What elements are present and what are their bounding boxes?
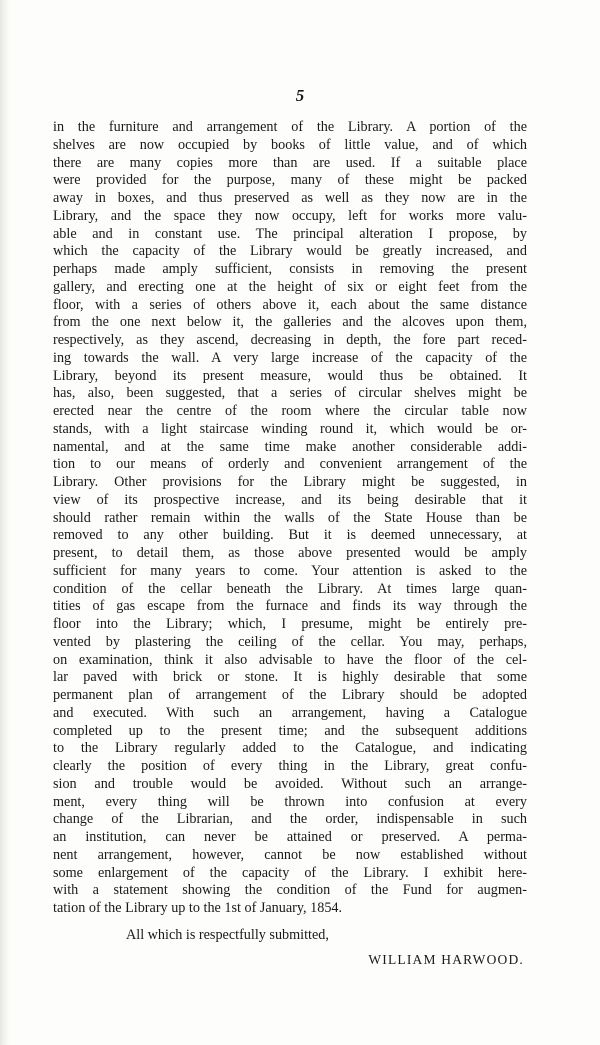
text-line: gallery, and erecting one at the height of six or eight feet from the	[53, 278, 527, 295]
text-line: sufficient for many years to come. Your attention is asked to the	[53, 562, 527, 579]
text-line: away in boxes, and thus preserved as well as they now are in the	[53, 190, 527, 206]
body-paragraph	[53, 119, 527, 918]
text-line: to the Library regularly added to the Catalogue, and indicating	[53, 740, 527, 757]
text-line: ment, every thing will be thrown into confusion at every	[53, 793, 527, 810]
text-line: shelves are now occupied by books of little value, and of which	[53, 136, 527, 153]
text-line: condition of the cellar beneath the Library. At times large quan-	[53, 580, 527, 597]
closing-line: All which is respectfully submitted,	[126, 927, 329, 943]
text-line: ing towards the wall. A very large increase of the capacity of the	[53, 349, 527, 366]
text-line: removed to any other building. But it is deemed unnecessary, at	[53, 527, 527, 544]
text-line: permanent plan of arrangement of the Library should be adopted	[53, 687, 527, 703]
text-line: were provided for the purpose, many of these might be packed	[53, 172, 527, 189]
text-line: Library, beyond its present measure, would thus be obtained. It	[53, 367, 527, 384]
text-line: Library. Other provisions for the Library might be suggested, in	[53, 474, 527, 490]
text-line: lar paved with brick or stone. It is highly desirable that some	[53, 669, 527, 686]
text-line: completed up to the present time; and the subsequent additions	[53, 722, 527, 739]
text-line: erected near the centre of the room where the circular table now	[53, 403, 527, 419]
text-line: stands, with a light staircase winding round it, which would be or-	[53, 420, 527, 437]
text-line: from the one next below it, the galleries and the alcoves upon them,	[53, 314, 527, 331]
text-line: has, also, been suggested, that a series of circular shelves might be	[53, 385, 527, 402]
text-line: floor, with a series of others above it, each about the same distance	[53, 296, 527, 313]
text-line: an institution, can never be attained or preserved. A perma-	[53, 829, 527, 845]
text-line: perhaps made amply sufficient, consists in removing the present	[53, 261, 527, 277]
text-line: respectively, as they ascend, decreasing in depth, the fore part reced-	[53, 332, 527, 348]
text-line: Library, and the space they now occupy, left for works more valu-	[53, 207, 527, 224]
text-line: in the furniture and arrangement of the Library. A portion of the	[53, 119, 527, 135]
text-line: on examination, think it also advisable to have the floor of the cel-	[53, 651, 527, 668]
text-line: sion and trouble would be avoided. Without such an arrange-	[53, 775, 527, 792]
text-line: floor into the Library; which, I presume, might be entirely pre-	[53, 616, 527, 632]
text-line: tities of gas escape from the furnace and finds its way through the	[53, 598, 527, 615]
page-edge-shadow	[0, 0, 10, 1045]
text-line: present, to detail them, as those above presented would be amply	[53, 545, 527, 561]
text-line: and executed. With such an arrangement, having a Catalogue	[53, 704, 527, 721]
text-line: tion to our means of orderly and convenient arrangement of the	[53, 456, 527, 473]
text-line: namental, and at the same time make another considerable addi-	[53, 438, 527, 455]
text-line: view of its prospective increase, and its being desirable that it	[53, 491, 527, 508]
text-line: should rather remain within the walls of the State House than be	[53, 509, 527, 526]
page-number: 5	[295, 86, 305, 105]
text-line: nent arrangement, however, cannot be now established without	[53, 846, 527, 863]
text-line: which the capacity of the Library would be greatly increased, and	[53, 243, 527, 260]
text-line: some enlargement of the capacity of the Library. I exhibit here-	[53, 864, 527, 881]
text-line: able and in constant use. The principal alteration I propose, by	[53, 225, 527, 242]
text-line: there are many copies more than are used. If a suitable place	[53, 154, 527, 171]
signature: WILLIAM HARWOOD.	[368, 952, 524, 967]
text-line: with a statement showing the condition of the Fund for augmen-	[53, 882, 527, 899]
text-line: change of the Librarian, and the order, indispensable in such	[53, 811, 527, 828]
text-line: vented by plastering the ceiling of the cellar. You may, perhaps,	[53, 633, 527, 650]
text-line: tation of the Library up to the 1st of January, 1854.	[53, 900, 343, 916]
text-line: clearly the position of every thing in the Library, great confu-	[53, 758, 527, 774]
